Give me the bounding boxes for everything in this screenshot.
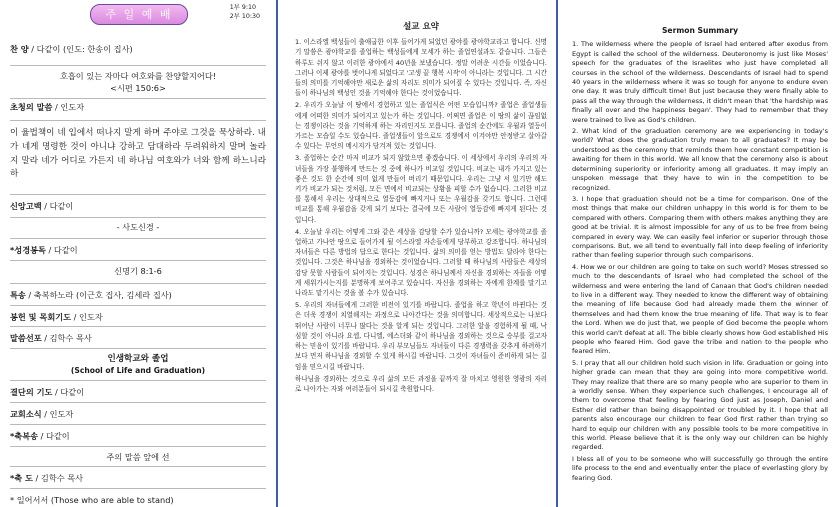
item-label: 결단의 기도 [10, 387, 53, 397]
program-item-sermon [10, 327, 266, 349]
sermon-title-en: (School of Life and Graduation) [70, 366, 206, 375]
program-item-confession [10, 195, 266, 218]
item-sep: / [25, 290, 34, 300]
program-item-offering [10, 306, 266, 327]
program-item-invitation [10, 99, 266, 121]
creed-name [10, 218, 266, 239]
item-label: 초청의 말씀 [10, 102, 53, 112]
scripture-reference [10, 261, 266, 284]
item-label: 신앙고백 [10, 201, 42, 211]
summary-ko-title: 설교 요약 [403, 22, 439, 32]
program-item-benediction [10, 467, 266, 489]
item-label: 말씀선포 [10, 333, 42, 343]
item-sep: / [38, 431, 46, 441]
invitation-passage [10, 121, 266, 195]
service-time-2: 2부 10:30 [229, 13, 260, 20]
item-detail: 다같이 [53, 245, 78, 255]
item-sep: / [52, 102, 61, 112]
item-sep: / [45, 245, 54, 255]
item-sep: / [52, 387, 61, 397]
item-label: *성경봉독 [10, 245, 46, 255]
summary-en-para-5: 5. I pray that all our children hold such vision in life. Graduation or going into higher grade can mean that they are going into more competitive world. They may realize that there are so many people who are superior to them in a worldly sense. When they experience such challenges, I encourage all of them to overcome that feeling by fearing God just as Joseph, Daniel and Esther did rather than being disappointed or troubled by it. I hope that all parents also encourage our children to fear God first rather than trying so hard to equip our children with any possible tools to be more competitive in this world. Please believe that it is the only way our children can be highly regarded. [572, 358, 828, 452]
service-time-1: 1부 9:10 [229, 4, 256, 11]
summary-en-para-2: 2. What kind of the graduation ceremony are we experiencing in today's world? What does the graduation truly mean to all graduates? It may be understood as the ceremony that reminds them how constant competition is awaiting for them in this world. We all know that the ceremony also is about determining superiority or inferiority among all graduates. It may imply an unspoken message that they have to win in the competition to be recognized. [572, 127, 828, 192]
program-item-prayer [10, 381, 266, 403]
summary-ko-para-5: 5. 우리의 자녀들에게 그러한 비전이 있기를 바랍니다. 졸업을 하고 학년이 바뀐다는 것은 더욱 경쟁이 치열해지는 과정으로 나아간다는 것을 의미합니다. 세상적으로는 나보다 뛰어난 사람이 너무나 많다는 것을 알게 되는 것입니다. 그러한 앞을 경험하게 될 때, 낙심할 것이 아니라 요셉, 다니엘, 에스더와 같이 하나님을 경외하는 것으로 승부를 걸고자 하는 믿음이 있기를 바랍니다. 우리 부모님들도 자녀들이 다른 경쟁력을 갖추게 하려하기 보다 먼저 하나님을 경외할 수 있게 하시길 바랍니다. 그것이 자녀들이 준비하게 되는 길임을 믿으시길 바랍니다. [295, 301, 547, 371]
panel-divider [276, 0, 278, 507]
item-label: 특송 [10, 290, 26, 300]
blessing-song-name [10, 447, 266, 467]
service-times [230, 3, 260, 21]
item-detail: 인도자 [49, 409, 74, 419]
item-sep: / [41, 333, 50, 343]
summary-en-closing: I bless all of you to be someone who will successfully go through the entire life process to the end and eventually enter the place of everlasting glory by fearing God. [572, 454, 828, 482]
item-detail: 다같이 [45, 431, 70, 441]
worship-order-panel [0, 0, 276, 507]
stand-note-text: * 일어서서 (Those who are able to stand) [10, 495, 174, 505]
worship-header [10, 0, 266, 44]
summary-ko-para-2: 2. 우리가 오늘날 이 땅에서 경험하고 있는 졸업식은 어떤 모습입니까? 졸업은 졸업생들에게 어떠한 의미가 되어지고 있는가 하는 것입니다. 어쩌면 졸업은 이 땅의 삶이 끊임없는 경쟁이라는 것을 기억하게 하는 자리인지도 모릅니다. 졸업의 순간에도 우월과 열등이 가르는 모습일 수도 있습니다. 졸업생들이 앞으로도 경쟁에서 이겨야만 안정받고 살아갈 수 있다는 무언의 메시지가 담겨져 있는 것입니다. [295, 101, 547, 151]
item-sep: / [28, 44, 37, 54]
program-item-praise [10, 44, 266, 66]
item-detail: 인도자 [60, 102, 85, 112]
item-label: *축 도 [10, 473, 33, 483]
summary-en-para-4: 4. How we or our children are going to take on such world? Moses stressed so much to the descendants of Israel who had completed the school of the wilderness and were entering the land of Canaan that God's children needed to live in a different way. They needed to know the different way of obtaining the meaning of life because God had already made them the winner of themselves and had them know the true meaning of life. That way is to fear the Lord. When we do just that, we people of God become the people whom this world can't defeat at all. The bible clearly shows how God established His people who feared Him. God gave the tribe and nation to the people who feared Him. [572, 262, 828, 356]
item-label: 찬 양 [10, 44, 29, 54]
creed-text: - 사도신경 - [116, 222, 160, 232]
summary-en-title: Sermon Summary [661, 26, 739, 35]
song-text: 주의 말씀 앞에 선 [106, 452, 170, 462]
verse-ref: <시편 150:6> [110, 83, 166, 93]
item-detail: 김학수 목사 [49, 333, 92, 343]
summary-ko-closing: 하나님을 경외하는 것으로 우리 삶의 모든 과정을 끝까지 잘 마치고 영원한 영광의 자리로 나아가는 자와 여러분들이 되시길 축원합니다. [295, 374, 547, 393]
item-detail: 다같이 [49, 201, 74, 211]
item-detail: 인도자 [79, 312, 103, 322]
passage-text: 이 율법책이 네 입에서 떠나지 말게 하며 주야로 그것을 묵상하라. 내가 네게 명령한 것이 아니냐 강하고 담대하라 두려워하지 말며 놀라지 말라 네가 어디로 가든지 네 하나님 여호와가 너와 함께 하느니라 하 [10, 128, 266, 180]
worship-title: 주 일 예 배 [90, 4, 188, 25]
sermon-title-ko: 인생학교와 졸업 [107, 354, 169, 364]
panel-divider [556, 0, 558, 507]
summary-en-para-1: 1. The wilderness where the people of Israel had entered after exodus from Egypt is called the school of the wilderness. Deuteronomy is just like Moses' speech for the graduates of the Israelites who just have completed all courses in the school of the wilderness. Descendants of Israel had to spend 40 years in the wilderness where it was so tough for anyone to endure even one day. It was truly difficult time! But just because they were finally able to pass all the way through the wilderness, it didn't mean that 'the hardship was finally all over and the happiness began'. They had to remember that they were trained to live as God's children. [572, 40, 828, 124]
summary-ko-para-4: 4. 오늘날 우리는 어떻게 그와 같은 세상을 감당할 수가 있습니까? 모세는 광야학교를 졸업하고 가나안 땅으로 들어가게 될 이스라엘 자손들에게 당부하고 강조합니다. 하나님의 자녀들은 다른 방법의 답으로 한다는 것입니다. 삶의 의미를 얻는 방법도 달라야 한다는 것입니다. 그것은 하나님을 경외하는 것이었습니다. 그러할 때 하나님의 사람들은 세상의 감당 못할 사람들이 되어지는 것입니다. 성경은 하나님께서 자신을 경외하는 자들을 어떻게 세워가시는지를 분명하게 보여주고 있습니다. 자신을 경외하는 자에게 한계를 말기고 나라도 맡기시는 것을 볼 수가 있습니다. [295, 227, 547, 298]
program-item-special-song [10, 284, 266, 306]
item-sep: / [32, 473, 41, 483]
item-sep: / [41, 201, 50, 211]
summary-en-panel [568, 0, 832, 507]
item-label: 교회소식 [10, 409, 42, 419]
program-verse [10, 66, 266, 99]
item-detail: 축복하노라 (이근호 집사, 김세라 집사) [33, 290, 172, 300]
summary-en-para-3: 3. I hope that graduation should not be a time for comparison. One of the most things that make our children unhappy in this world is for them to be compared with others. Comparing them with others makes anything they are good at be trivial. It is almost impossible for any of us to be free from being compared in every way. We can easily feel inferior or superior through those comparisons. But, we all tend to eventually fall into deep feeling of inferiority rather than feeling superior through such comparisons. [572, 194, 828, 260]
item-detail: 김학수 목사 [40, 473, 84, 483]
stand-note [10, 489, 266, 507]
program-item-reading [10, 239, 266, 261]
item-label: 봉헌 및 목회기도 [10, 312, 72, 322]
summary-ko-para-1: 1. 이스라엘 백성들이 출애굽한 이후 들어가게 되었던 광야를 광야학교라고 합니다. 신명기 말씀은 광야학교를 졸업하는 백성들에게 모세가 하는 졸업연설과도 같습니다. 그들은 하루도 쉬지 않고 이러한 광야에서 40년을 보냈습니다. 정말 어려운 시간들 이었습니다. 그러나 이제 광야를 벗어나게 되었다고 '고생 끝 행복 시작'이 아니라는 것입니다. 그 시간들의 의미를 기억해야만 새로운 삶의 자리도 의미가 되어질 수 있다는 것입니다. 즉, 자신들이 하나님의 백성인 것을 기억해야 한다는 것이었습니다. [295, 38, 548, 98]
verse-text: 호흡이 있는 자마다 여호와를 찬양할지어다! [59, 71, 217, 81]
item-detail: 다같이 (인도: 한송이 집사) [36, 44, 133, 54]
item-sep: / [71, 312, 80, 322]
summary-ko-panel [287, 0, 555, 507]
item-detail: 다같이 [60, 387, 85, 397]
program-item-news [10, 403, 266, 425]
item-label: *축복송 [10, 431, 39, 441]
program-item-blessing-song [10, 425, 266, 447]
sermon-title [10, 349, 266, 381]
item-sep: / [41, 409, 50, 419]
scripture-text: 신명기 8:1-6 [114, 266, 162, 276]
summary-ko-para-3: 3. 졸업하는 순간 마저 비교가 되지 않았으면 좋겠습니다. 이 세상에서 우리의 우리의 자녀들을 가장 불행하게 만드는 것 중에 하나가 비교일 것입니다. 비교는 내가 가지고 있는 좋은 것도 한 순간에 의미 없게 만들어 버리기 때문입니다. 우리는 그냥 서 있기만 해도 키가 비교가 되는 것처럼, 모든 면에서 비교되는 상황을 피할 수가 없습니다. 그러한 비교를 통해서 우리는 상대적으로 열등감에 빠지거나 또는 우월감을 갖기도 합니다. 그런데 비교를 통해 우월감을 갖게 되기 보다는 결국에 모든 사람이 열등감에 빠지게 된다는 것입니다. [295, 154, 547, 224]
